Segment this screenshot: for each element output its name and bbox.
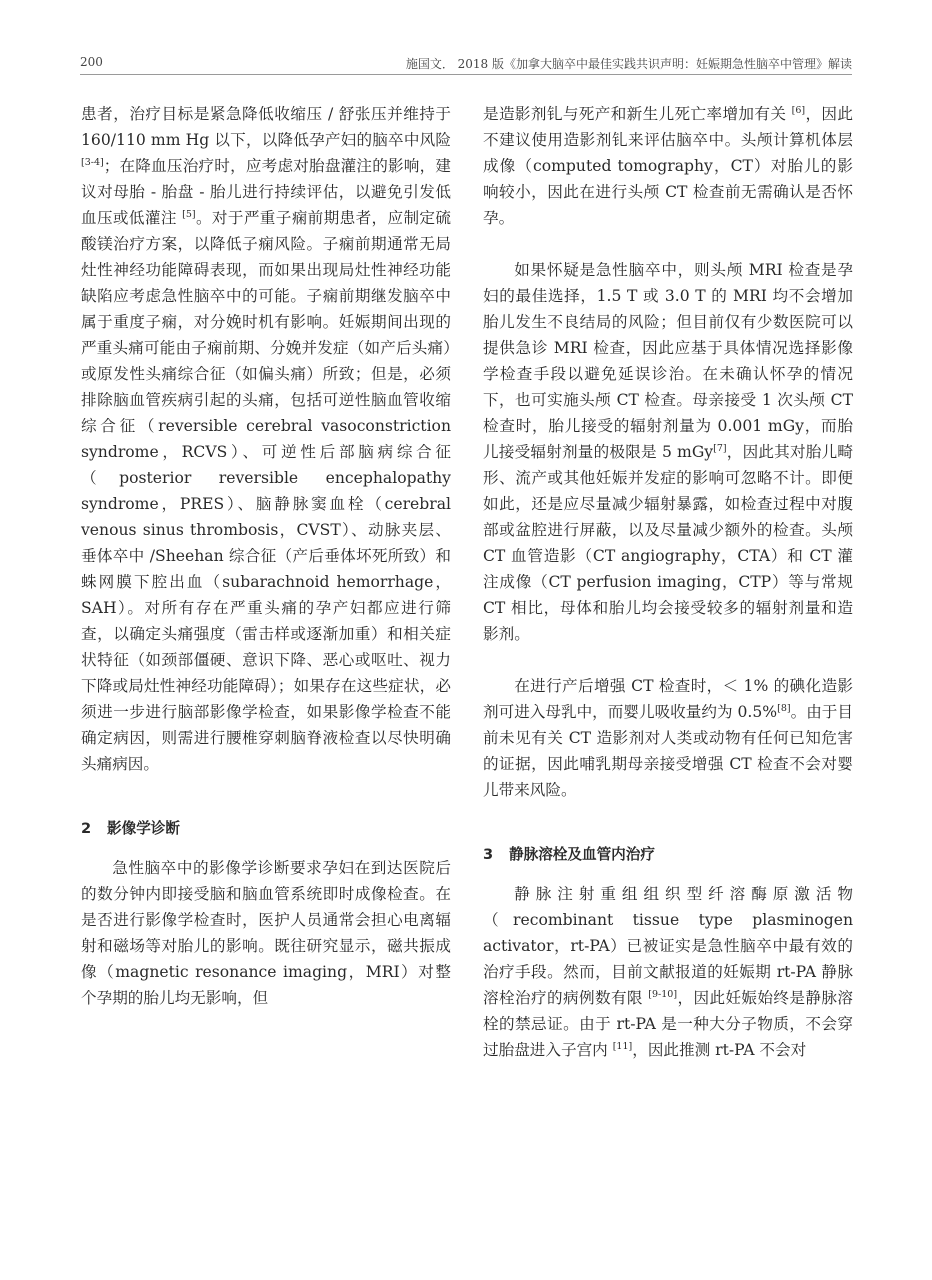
paragraph-text: ，因此妊娠始终是静脉溶栓的禁忌证。由于 rt-PA 是一种大分子物质，不会穿过胎盘进入子宫内: [483, 989, 853, 1059]
paragraph-text: 在进行产后增强 CT 检查时，＜ 1% 的碘化造影剂可进入母乳中，而婴儿吸收量约为 0.5%: [483, 677, 853, 721]
section-title: 静脉溶栓及血管内治疗: [509, 846, 655, 863]
paragraph-text: ，因此不建议使用造影剂钆来评估脑卒中。头颅计算机体层成像（computed tomography，CT）对胎儿的影响较小，因此在进行头颅 CT 检查前无需确认是否怀孕。: [483, 105, 853, 227]
paragraph-text: 是造影剂钆与死产和新生儿死亡率增加有关: [483, 105, 792, 123]
citation: [5]: [182, 209, 196, 220]
paragraph-text: 静脉注射重组组织型纤溶酶原激活物（recombinant tissue type plasminogen activator，rt-PA）已被证实是急性脑卒中最有效的治疗手段。然而，目前文献报道的妊娠期 rt-PA 静脉溶栓治疗的病例数有限: [483, 885, 853, 1007]
citation: [6]: [791, 105, 806, 116]
running-title: 施国文． 2018 版《加拿大脑卒中最佳实践共识声明：妊娠期急性脑卒中管理》解读: [405, 57, 852, 71]
right-column: [483, 101, 853, 1063]
left-column: [81, 101, 451, 1011]
citation: [7]: [713, 443, 727, 454]
paragraph: [81, 101, 451, 777]
citation: [8]: [777, 703, 791, 714]
citation: [3-4]: [81, 157, 104, 168]
paragraph: [483, 673, 853, 803]
paragraph: [483, 881, 853, 1063]
paragraph: [483, 257, 853, 647]
paragraph: [81, 855, 451, 1011]
paragraph-text: ，因此推测 rt-PA 不会对: [632, 1041, 807, 1059]
section-number: 2: [81, 820, 92, 837]
citation: [11]: [612, 1041, 633, 1052]
paragraph: [483, 101, 853, 231]
section-number: 3: [483, 846, 494, 863]
citation: [9-10]: [648, 989, 678, 1000]
paragraph-text: ，因此其对胎儿畸形、流产或其他妊娠并发症的影响可忽略不计。即便如此，还是应尽量减少辐射暴露，如检查过程中对腹部或盆腔进行屏蔽，以及尽量减少额外的检查。头颅 CT 血管造影（CT angiography，CTA）和 CT 灌注成像（CT perfusion imaging，CTP）等与常规 CT 相比，母体和胎儿均会接受较多的辐射剂量和造影剂。: [483, 443, 853, 643]
paragraph-text: 患者，治疗目标是紧急降低收缩压 / 舒张压并维持于 160/110 mm Hg 以下，以降低孕产妇的脑卒中风险: [81, 105, 451, 149]
paragraph-text: 如果怀疑是急性脑卒中，则头颅 MRI 检查是孕妇的最佳选择，1.5 T 或 3.0 T 的 MRI 均不会增加胎儿发生不良结局的风险；但目前仅有少数医院可以提供急诊 MRI 检查，因此应基于具体情况选择影像学检查手段以避免延误诊治。在未确认怀孕的情况下，也可实施头颅 CT 检查。母亲接受 1 次头颅 CT 检查时，胎儿接受的辐射剂量为 0.001 mGy，而胎儿接受辐射剂量的极限是 5 mGy: [483, 261, 853, 461]
running-header: [80, 52, 852, 75]
page-number: 200: [80, 55, 103, 69]
section-heading: [81, 816, 451, 842]
paragraph-text: 。由于目前未见有关 CT 造影剂对人类或动物有任何已知危害的证据，因此哺乳期母亲接受增强 CT 检查不会对婴儿带来风险。: [483, 703, 853, 799]
paragraph-text: 。对于严重子痫前期患者，应制定硫酸镁治疗方案，以降低子痫风险。子痫前期通常无局灶性神经功能障碍表现，而如果出现局灶性神经功能缺陷应考虑急性脑卒中的可能。子痫前期继发脑卒中属于重度子痫，对分娩时机有影响。妊娠期间出现的严重头痛可能由子痫前期、分娩并发症（如产后头痛）或原发性头痛综合征（如偏头痛）所致；但是，必须排除脑血管疾病引起的头痛，包括可逆性脑血管收缩综合征（reversible cerebral vasoconstriction syndrome，RCVS）、可逆性后部脑病综合征（posterior reversible encephalopathy syndrome，PRES）、脑静脉窦血栓（cerebral venous sinus thrombosis，CVST）、动脉夹层、垂体卒中 /Sheehan 综合征（产后垂体坏死所致）和蛛网膜下腔出血（subarachnoid hemorrhage，SAH）。对所有存在严重头痛的孕产妇都应进行筛查，以确定头痛强度（雷击样或逐渐加重）和相关症状特征（如颈部僵硬、意识下降、恶心或呕吐、视力下降或局灶性神经功能障碍）；如果存在这些症状，必须进一步进行脑部影像学检查，如果影像学检查不能确定病因，则需进行腰椎穿刺脑脊液检查以尽快明确头痛病因。: [81, 209, 451, 773]
paragraph-text: ；在降血压治疗时，应考虑对胎盘灌注的影响，建议对母胎 - 胎盘 - 胎儿进行持续评估，以避免引发低血压或低灌注: [81, 157, 451, 227]
section-heading: [483, 842, 853, 868]
paragraph-text: 急性脑卒中的影像学诊断要求孕妇在到达医院后的数分钟内即接受脑和脑血管系统即时成像检查。在是否进行影像学检查时，医护人员通常会担心电离辐射和磁场等对胎儿的影响。既往研究显示，磁共振成像（magnetic resonance imaging，MRI）对整个孕期的胎儿均无影响，但: [81, 859, 451, 1007]
section-title: 影像学诊断: [107, 820, 180, 837]
